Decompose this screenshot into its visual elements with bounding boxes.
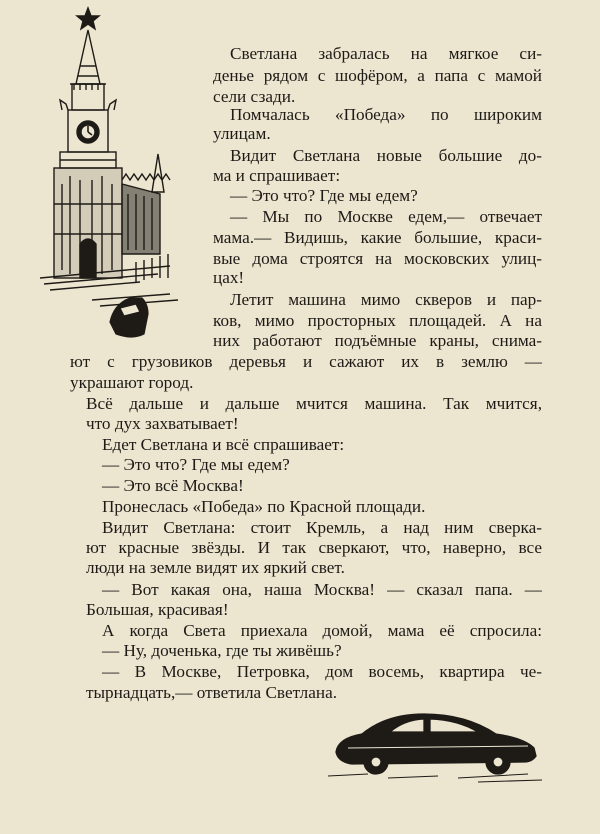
text-line: что дух захватывает! [86,414,239,433]
text-line: — Это всё Москва! [102,476,244,495]
text-line: тырнадцать,— ответила Светлана. [86,683,337,702]
kremlin-tower-illustration [40,4,190,344]
text-line: Видит Светлана: стоит Кремль, а над ним сверка- [102,518,542,537]
text-line: ков, мимо просторных площадей. А на [213,311,542,330]
text-line: — В Москве, Петровка, дом восемь, квартира че- [102,662,542,681]
text-line: денье рядом с шофёром, а папа с мамой [213,66,542,85]
text-line: Видит Светлана новые большие до- [230,146,542,165]
text-line: — Это что? Где мы едем? [102,455,290,474]
text-line: Пронеслась «Победа» по Красной площади. [102,497,426,516]
text-line: ют красные звёзды. И так сверкают, что, наверно, все [86,538,542,557]
text-line: ма и спрашивает: [213,166,341,185]
text-line: Всё дальше и дальше мчится машина. Так мчится, [86,394,542,413]
text-line: Едет Светлана и всё спрашивает: [102,435,345,454]
text-line: Летит машина мимо скверов и пар- [230,290,542,309]
text-line: Светлана забралась на мягкое си- [230,44,542,63]
text-line: сели сзади. [213,87,296,106]
text-line: — Мы по Москве едем,— отвечает [230,207,542,226]
text-line: цах! [213,268,245,287]
text-line: — Ну, доченька, где ты живёшь? [102,641,342,660]
text-line: А когда Света приехала домой, мама её спросила: [102,621,542,640]
pobeda-car-illustration [328,708,546,784]
text-line: украшают город. [70,373,194,392]
text-line: улицам. [213,124,271,143]
text-line: мама.— Видишь, какие большие, краси- [213,228,542,247]
text-line: вые дома строятся на московских улиц- [213,249,542,268]
text-line: — Вот какая она, наша Москва! — сказал папа. — [102,580,542,599]
text-line: Большая, красивая! [86,600,229,619]
text-line: ют с грузовиков деревья и сажают их в землю — [70,352,542,371]
text-line: Помчалась «Победа» по широким [230,105,542,124]
text-line: — Это что? Где мы едем? [230,186,418,205]
text-line: них работают подъёмные краны, снима- [213,331,542,350]
text-line: люди на земле видят их яркий свет. [86,558,345,577]
